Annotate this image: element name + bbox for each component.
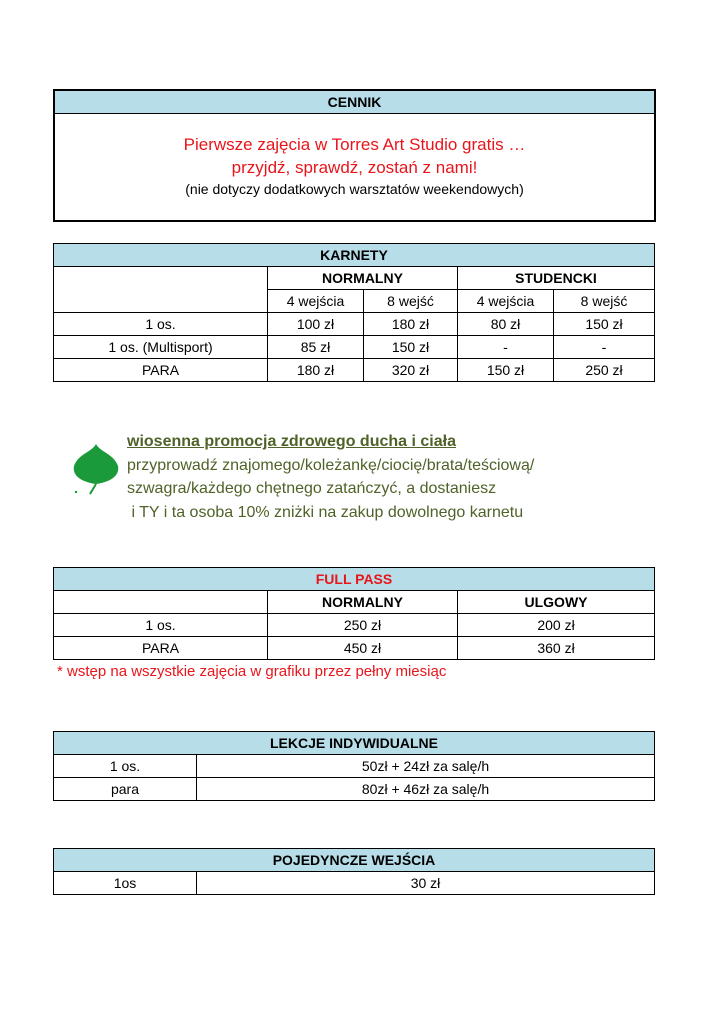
price-cell: 450 zł — [268, 637, 458, 660]
price-cell: 85 zł — [268, 336, 364, 359]
price-cell: 30 zł — [197, 872, 655, 895]
promo-title: wiosenna promocja zdrowego ducha i ciała — [127, 433, 456, 450]
price-cell: 150 zł — [554, 313, 655, 336]
row-label: para — [54, 778, 197, 801]
price-cell: 200 zł — [458, 614, 655, 637]
table-row — [54, 614, 655, 637]
table-row — [54, 778, 655, 801]
fullpass-note: * wstęp na wszystkie zajęcia w grafiku przez pełny miesiąc — [57, 663, 447, 680]
cennik-header: CENNIK — [55, 91, 654, 114]
row-label: 1os — [54, 872, 197, 895]
lekcje-header: LEKCJE INDYWIDUALNE — [54, 732, 655, 755]
fullpass-col-normal: NORMALNY — [268, 591, 458, 614]
fullpass-col-ulgowy: ULGOWY — [458, 591, 655, 614]
lekcje-table — [53, 731, 655, 801]
leaf-icon — [70, 440, 122, 498]
table-row — [54, 755, 655, 778]
price-cell: 320 zł — [364, 359, 458, 382]
table-row — [54, 637, 655, 660]
price-cell: - — [458, 336, 554, 359]
price-cell: 250 zł — [554, 359, 655, 382]
price-cell: 250 zł — [268, 614, 458, 637]
row-label: PARA — [54, 637, 268, 660]
table-row — [54, 359, 655, 382]
row-label: 1 os. — [54, 755, 197, 778]
karnety-header: KARNETY — [54, 244, 655, 267]
promo-line: przyprowadź znajomego/koleżankę/ciocię/brata/teściową/ — [127, 456, 535, 474]
karnety-sub-header: 8 wejść — [364, 290, 458, 313]
karnety-sub-header: 8 wejść — [554, 290, 655, 313]
price-cell: 180 zł — [364, 313, 458, 336]
table-row — [54, 872, 655, 895]
karnety-empty-cell — [54, 267, 268, 313]
karnety-sub-header: 4 wejścia — [458, 290, 554, 313]
promo-line: i TY i ta osoba 10% zniżki na zakup dowolnego karnetu — [127, 503, 524, 521]
row-label: PARA — [54, 359, 268, 382]
pojedyncze-header: POJEDYNCZE WEJŚCIA — [54, 849, 655, 872]
table-row — [54, 336, 655, 359]
price-cell: 80 zł — [458, 313, 554, 336]
table-row — [54, 313, 655, 336]
karnety-table — [53, 243, 655, 382]
promo-line: szwagra/każdego chętnego zatańczyć, a dostaniesz — [127, 480, 497, 497]
fullpass-table — [53, 567, 655, 660]
price-cell: 150 zł — [458, 359, 554, 382]
price-cell: 180 zł — [268, 359, 364, 382]
karnety-group-student: STUDENCKI — [458, 267, 655, 290]
cennik-box — [53, 89, 656, 222]
cennik-line3: (nie dotyczy dodatkowych warsztatów weekendowych) — [185, 181, 524, 197]
price-cell: 80zł + 46zł za salę/h — [197, 778, 655, 801]
price-cell: 50zł + 24zł za salę/h — [197, 755, 655, 778]
price-cell: 360 zł — [458, 637, 655, 660]
row-label: 1 os. — [54, 313, 268, 336]
pojedyncze-table — [53, 848, 655, 895]
karnety-sub-header: 4 wejścia — [268, 290, 364, 313]
row-label: 1 os. (Multisport) — [54, 336, 268, 359]
row-label: 1 os. — [54, 614, 268, 637]
promo-block — [127, 430, 534, 524]
cennik-line2: przyjdź, sprawdź, zostań z nami! — [231, 158, 478, 177]
price-cell: 150 zł — [364, 336, 458, 359]
karnety-group-normal: NORMALNY — [268, 267, 458, 290]
cennik-line1: Pierwsze zajęcia w Torres Art Studio gratis … — [183, 135, 526, 154]
price-cell: - — [554, 336, 655, 359]
fullpass-empty-cell — [54, 591, 268, 614]
fullpass-header: FULL PASS — [54, 568, 655, 591]
price-cell: 100 zł — [268, 313, 364, 336]
